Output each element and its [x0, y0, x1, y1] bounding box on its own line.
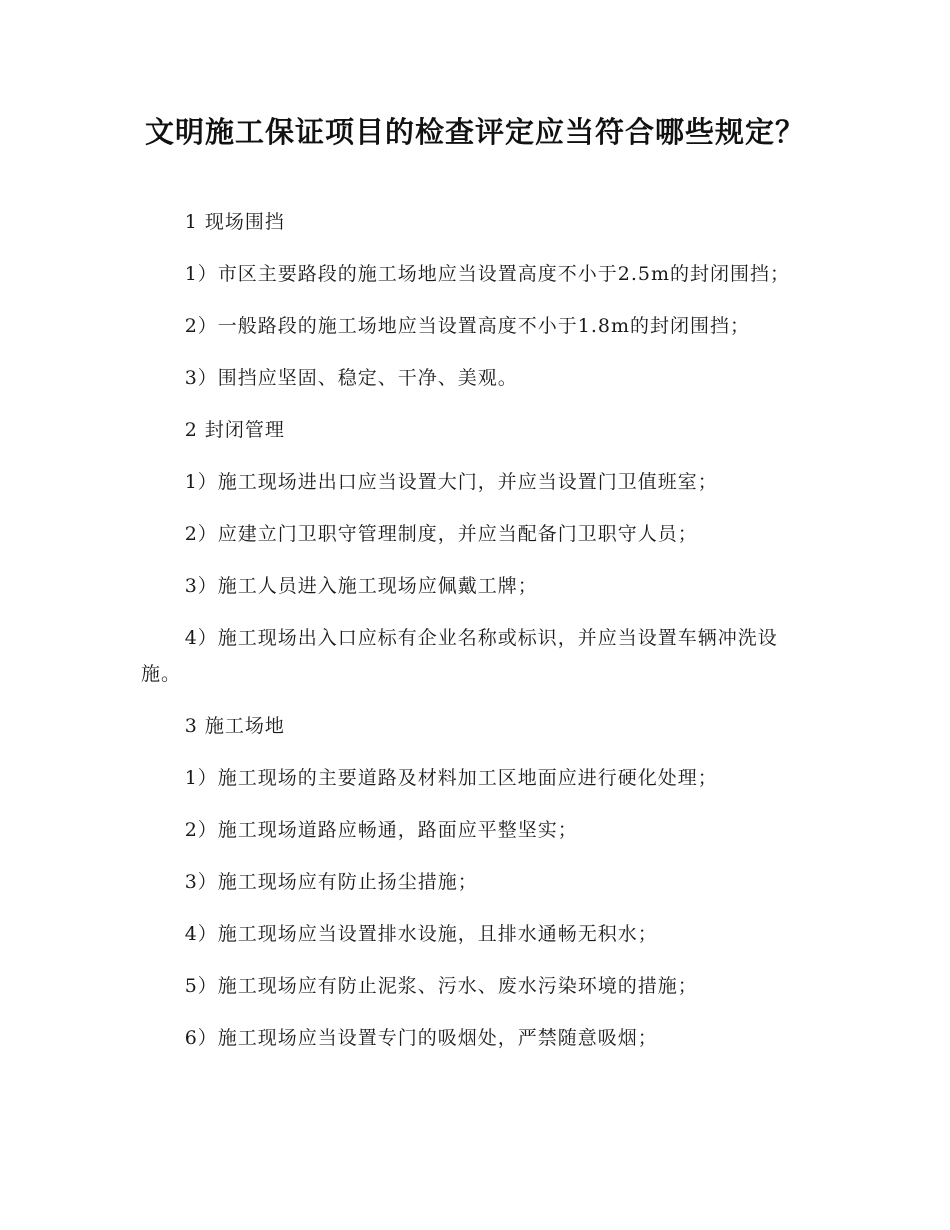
section-heading-enclosure: 1 现场围挡 — [184, 211, 285, 233]
paragraph: 2）应建立门卫职守管理制度，并应当配备门卫职守人员； — [184, 523, 698, 545]
paragraph: 3）施工人员进入施工现场应佩戴工牌； — [184, 575, 538, 597]
paragraph: 2）施工现场道路应畅通，路面应平整坚实； — [184, 819, 578, 841]
paragraph: 1）施工现场进出口应当设置大门，并应当设置门卫值班室； — [184, 471, 718, 493]
section-heading-construction-site: 3 施工场地 — [184, 715, 285, 737]
document-title: 文明施工保证项目的检查评定应当符合哪些规定？ — [144, 115, 805, 149]
paragraph: 4）施工现场出入口应标有企业名称或标识，并应当设置车辆冲洗设施。 — [141, 627, 778, 685]
paragraph: 4）施工现场应当设置排水设施，且排水通畅无积水； — [184, 923, 658, 945]
paragraph: 5）施工现场应有防止泥浆、污水、废水污染环境的措施； — [184, 975, 698, 997]
document-body — [141, 204, 809, 1072]
paragraph: 3）围挡应坚固、稳定、干净、美观。 — [184, 367, 518, 389]
section-heading-closed-management: 2 封闭管理 — [184, 419, 285, 441]
paragraph: 3）施工现场应有防止扬尘措施； — [184, 871, 478, 893]
paragraph: 6）施工现场应当设置专门的吸烟处，严禁随意吸烟； — [184, 1027, 658, 1049]
paragraph: 1）市区主要路段的施工场地应当设置高度不小于2.5m的封闭围挡； — [184, 263, 791, 285]
paragraph: 2）一般路段的施工场地应当设置高度不小于1.8m的封闭围挡； — [184, 315, 751, 337]
paragraph: 1）施工现场的主要道路及材料加工区地面应进行硬化处理； — [184, 767, 718, 789]
